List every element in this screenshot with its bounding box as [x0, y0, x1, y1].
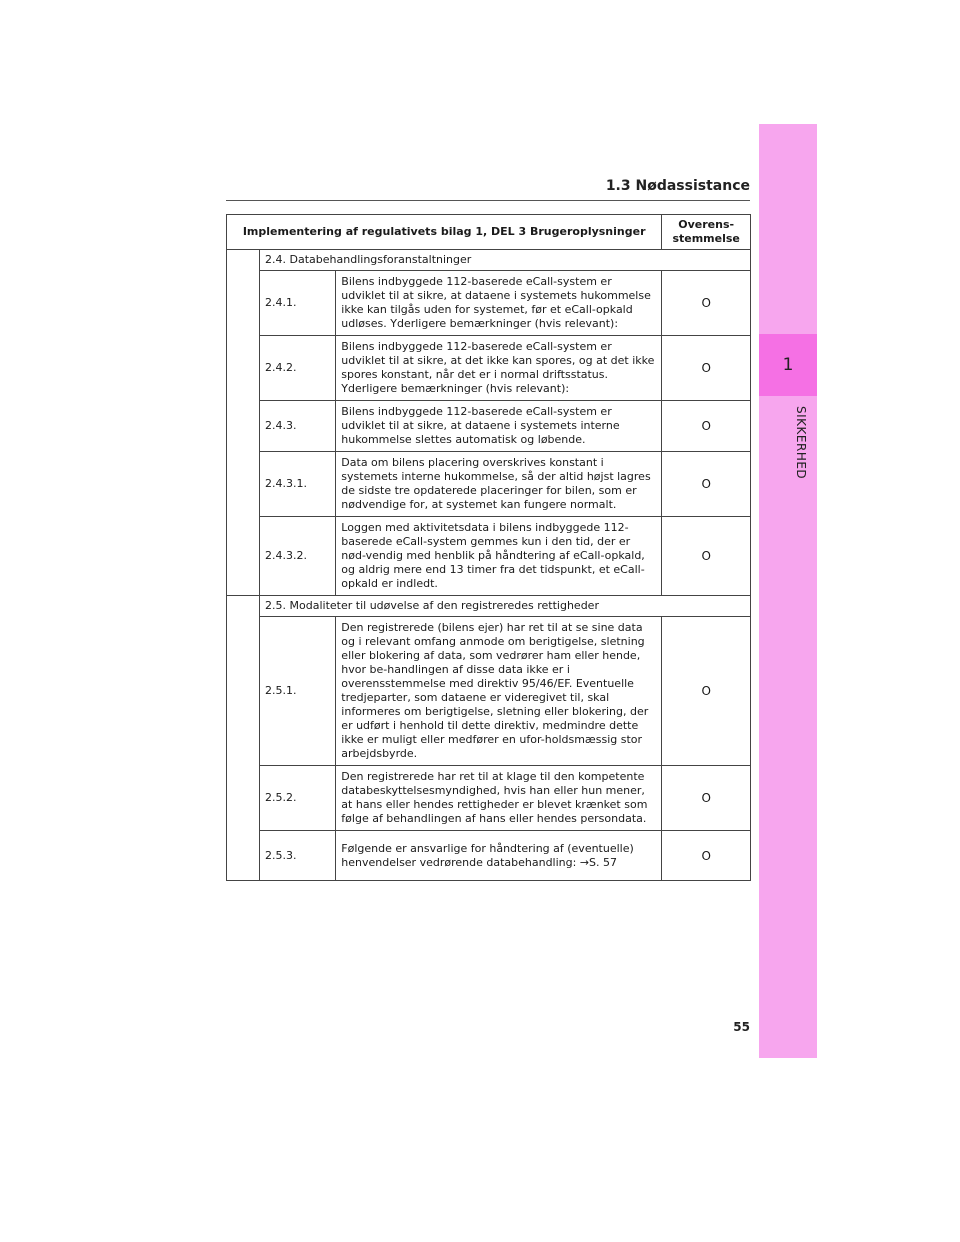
row-text: Følgende er ansvarlige for håndtering af (eventuelle) henvendelser vedrørende databehandling: →S. 57: [336, 831, 662, 881]
title-rule: [226, 200, 750, 201]
row-text: Bilens indbyggede 112-baserede eCall-system er udviklet til at sikre, at dataene i systemets hukommelse ikke kan tilgås uden for systemet, før et eCall-opkald udløses. Yderligere bemærkninger (hvis relevant):: [336, 271, 662, 336]
table-row: [227, 401, 751, 452]
header-compliance: Overens- stemmelse: [662, 215, 751, 250]
table-row: [227, 336, 751, 401]
row-number: 2.4.3.: [260, 401, 336, 452]
row-value: O: [662, 401, 751, 452]
header-main: Implementering af regulativets bilag 1, DEL 3 Brugeroplysninger: [227, 215, 662, 250]
table-row: [227, 831, 751, 881]
row-value: O: [662, 831, 751, 881]
row-text: Loggen med aktivitetsdata i bilens indbyggede 112-baserede eCall-system gemmes kun i den tid, der er nød-vendig med henblik på håndtering af eCall-opkald, og aldrig mere end 13 timer fra det tidspunkt, et eCall-opkald er indledt.: [336, 517, 662, 596]
section-title: 1.3 Nødassistance: [605, 178, 750, 194]
table-row: [227, 766, 751, 831]
row-value: O: [662, 766, 751, 831]
row-text: Bilens indbyggede 112-baserede eCall-system er udviklet til at sikre, at dataene i systemets interne hukommelse slettes automatisk og løbende.: [336, 401, 662, 452]
row-text: Den registrerede har ret til at klage til den kompetente databeskyttelsesmyndighed, hvis han eller hun mener, at hans eller hendes rettigheder er blevet krænket som følge af behandlingen af hans eller hendes persondata.: [336, 766, 662, 831]
row-text: Den registrerede (bilens ejer) har ret til at se sine data og i relevant omfang anmode om berigtigelse, sletning eller blokering af data, som vedrører ham eller hende, hvor be-handlingen af disse data ikke er i overensstemmelse med direktiv 95/46/EF. Eventuelle tredjeparter, som dataene er videregivet til, skal informeres om berigtigelse, sletning eller blokering, der er udført i henhold til dette direktiv, medmindre dette ikke er muligt eller medfører en ufor-holdsmæssig stor arbejdsbyrde.: [336, 617, 662, 766]
table-row: [227, 517, 751, 596]
section-heading-25: 2.5. Modaliteter til udøvelse af den registreredes rettigheder: [260, 596, 751, 617]
row-value: O: [662, 452, 751, 517]
chapter-number: 1: [782, 355, 794, 375]
row-value: O: [662, 336, 751, 401]
page-number: 55: [733, 1020, 750, 1034]
chapter-side-tab: [759, 124, 817, 1058]
row-number: 2.4.3.1.: [260, 452, 336, 517]
row-value: O: [662, 271, 751, 336]
row-text: Bilens indbyggede 112-baserede eCall-system er udviklet til at sikre, at det ikke kan spores, og at det ikke spores konstant, når det er i normal driftsstatus. Yderligere bemærkninger (hvis relevant):: [336, 336, 662, 401]
row-number: 2.5.3.: [260, 831, 336, 881]
row-number: 2.5.2.: [260, 766, 336, 831]
section-row: [227, 250, 751, 271]
row-number: 2.4.2.: [260, 336, 336, 401]
chapter-label: SIKKERHED: [794, 406, 808, 480]
section-heading-24: 2.4. Databehandlingsforanstaltninger: [260, 250, 751, 271]
section-row: [227, 596, 751, 617]
row-text: Data om bilens placering overskrives konstant i systemets interne hukommelse, så der altid højst lagres de sidste tre opdaterede placeringer for bilen, som er nødvendige for, at systemet kan fungere normalt.: [336, 452, 662, 517]
row-number: 2.4.1.: [260, 271, 336, 336]
row-value: O: [662, 517, 751, 596]
table-header-row: [227, 215, 751, 250]
row-number: 2.5.1.: [260, 617, 336, 766]
row-number: 2.4.3.2.: [260, 517, 336, 596]
row-value: O: [662, 617, 751, 766]
table-row: [227, 271, 751, 336]
table-row: [227, 452, 751, 517]
table-row: [227, 617, 751, 766]
regulation-table: [226, 214, 751, 881]
